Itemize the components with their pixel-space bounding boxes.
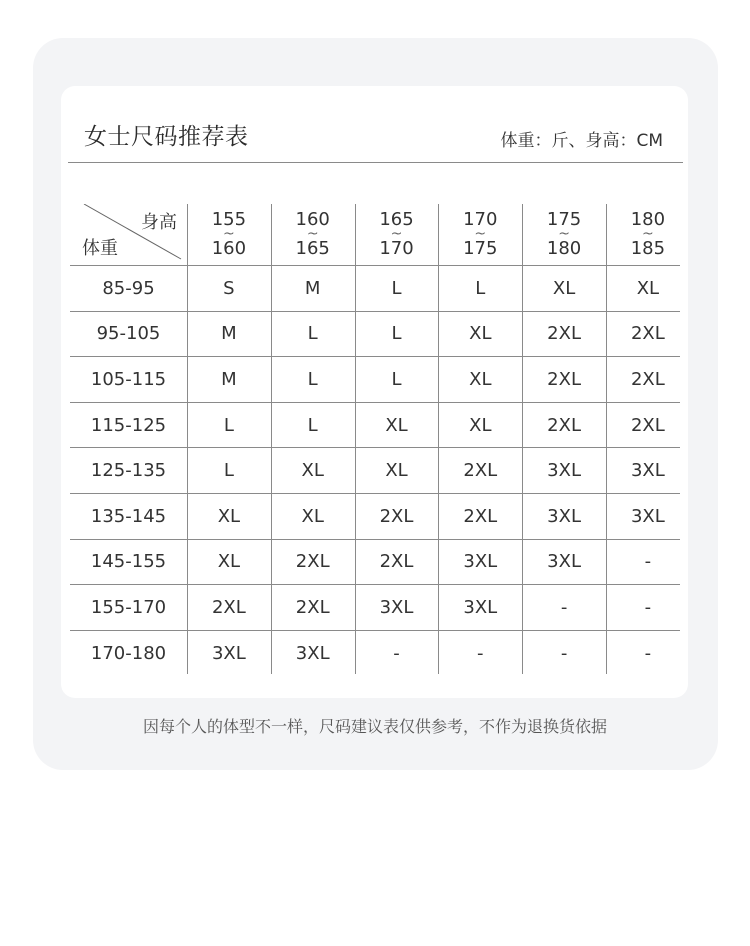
weight-range-cell: 145-155 [90,551,167,573]
height-header-cell [187,204,271,265]
size-cell: - [477,643,484,665]
size-cell: 2XL [463,460,498,482]
height-range-start: 175 [546,209,582,230]
size-cell: XL [552,277,576,299]
height-range-start: 170 [463,209,498,230]
size-cell: 2XL [295,596,330,618]
corner-weight-label: 体重 [82,238,118,259]
size-cell: M [304,277,321,299]
table-row [70,357,680,403]
size-cell: 2XL [630,323,665,345]
height-range-start: 180 [630,209,666,230]
weight-range-cell: 85-95 [102,277,155,299]
table-row [70,540,680,586]
size-cell: 3XL [463,596,498,618]
size-cell: 3XL [379,596,414,618]
height-range-end: 185 [630,238,666,259]
weight-range-cell: 115-125 [90,414,167,436]
size-cell: 2XL [547,368,581,390]
size-cell: 3XL [463,551,498,573]
size-cell: XL [469,323,492,345]
height-header-cell [522,204,606,265]
height-range-end: 170 [379,238,414,259]
size-cell: L [223,460,234,482]
footnote: 因每个人的体型不一样，尺码建议表仅供参考，不作为退换货依据 [142,717,607,736]
table-row [70,631,680,677]
height-range-tilde: ~ [474,226,487,242]
table-row [70,266,680,312]
height-range-start: 160 [295,209,330,230]
size-cell: - [560,643,568,665]
size-cell: M [221,323,237,345]
size-cell: L [391,323,402,345]
size-cell: - [644,551,652,573]
table-row [70,494,680,540]
size-cell: XL [301,505,324,527]
size-cell: 2XL [630,368,665,390]
height-header-cell [438,204,522,265]
size-cell: L [307,368,318,390]
column-divider [522,204,523,674]
height-header-cell [606,204,690,265]
table-row [70,403,680,449]
size-cell: - [560,596,568,618]
size-cell: 3XL [630,460,665,482]
size-cell: L [307,414,318,436]
size-cell: 2XL [463,505,498,527]
size-cell: S [223,277,235,299]
table-row [70,448,680,494]
size-cell: XL [636,277,660,299]
size-cell: 2XL [547,323,581,345]
table-row [70,312,680,358]
column-divider [355,204,356,674]
size-cell: - [393,643,400,665]
height-range-start: 155 [211,209,247,230]
weight-range-cell: 105-115 [90,368,167,390]
title-divider [68,162,683,163]
size-cell: - [644,596,652,618]
size-cell: L [475,277,486,299]
size-cell: 2XL [379,505,414,527]
height-header-cell [355,204,439,265]
corner-cell [70,204,187,265]
size-cell: 2XL [211,596,246,618]
height-range-tilde: ~ [306,226,319,242]
size-cell: 2XL [630,414,665,436]
table-header-row [70,204,680,266]
size-cell: - [644,643,652,665]
height-range-end: 180 [546,238,582,259]
corner-height-label: 身高 [141,212,177,233]
height-range-end: 160 [211,238,247,259]
size-cell: L [307,323,318,345]
size-cell: 2XL [295,551,330,573]
size-cell: XL [469,368,492,390]
column-divider [271,204,272,674]
size-cell: 3XL [547,460,581,482]
size-cell: L [391,277,402,299]
size-cell: 2XL [379,551,414,573]
table-row [70,585,680,631]
height-header-cell [271,204,355,265]
column-divider [187,204,188,674]
size-cell: 3XL [547,551,581,573]
size-cell: XL [385,414,408,436]
size-cell: XL [301,460,324,482]
size-cell: 3XL [630,505,665,527]
unit-note: 体重：斤、身高：CM [500,131,663,151]
column-divider [438,204,439,674]
size-cell: XL [217,551,241,573]
size-cell: L [223,414,234,436]
height-range-tilde: ~ [558,226,570,242]
weight-range-cell: 155-170 [90,596,167,618]
size-cell: M [221,368,237,390]
size-cell: XL [217,505,241,527]
size-cell: 3XL [295,643,330,665]
size-cell: XL [385,460,408,482]
column-divider [606,204,607,674]
weight-range-cell: 125-135 [90,460,167,482]
weight-range-cell: 95-105 [96,323,161,345]
size-cell: 2XL [547,414,581,436]
size-cell: 3XL [211,643,246,665]
size-cell: L [391,368,402,390]
height-range-end: 175 [463,238,498,259]
height-range-start: 165 [379,209,414,230]
height-range-tilde: ~ [223,226,235,242]
chart-title: 女士尺码推荐表 [84,124,249,150]
size-cell: XL [469,414,492,436]
height-range-tilde: ~ [642,226,654,242]
weight-range-cell: 135-145 [90,505,167,527]
height-range-end: 165 [295,238,330,259]
height-range-tilde: ~ [390,226,403,242]
weight-range-cell: 170-180 [90,643,167,665]
size-cell: 3XL [547,505,581,527]
